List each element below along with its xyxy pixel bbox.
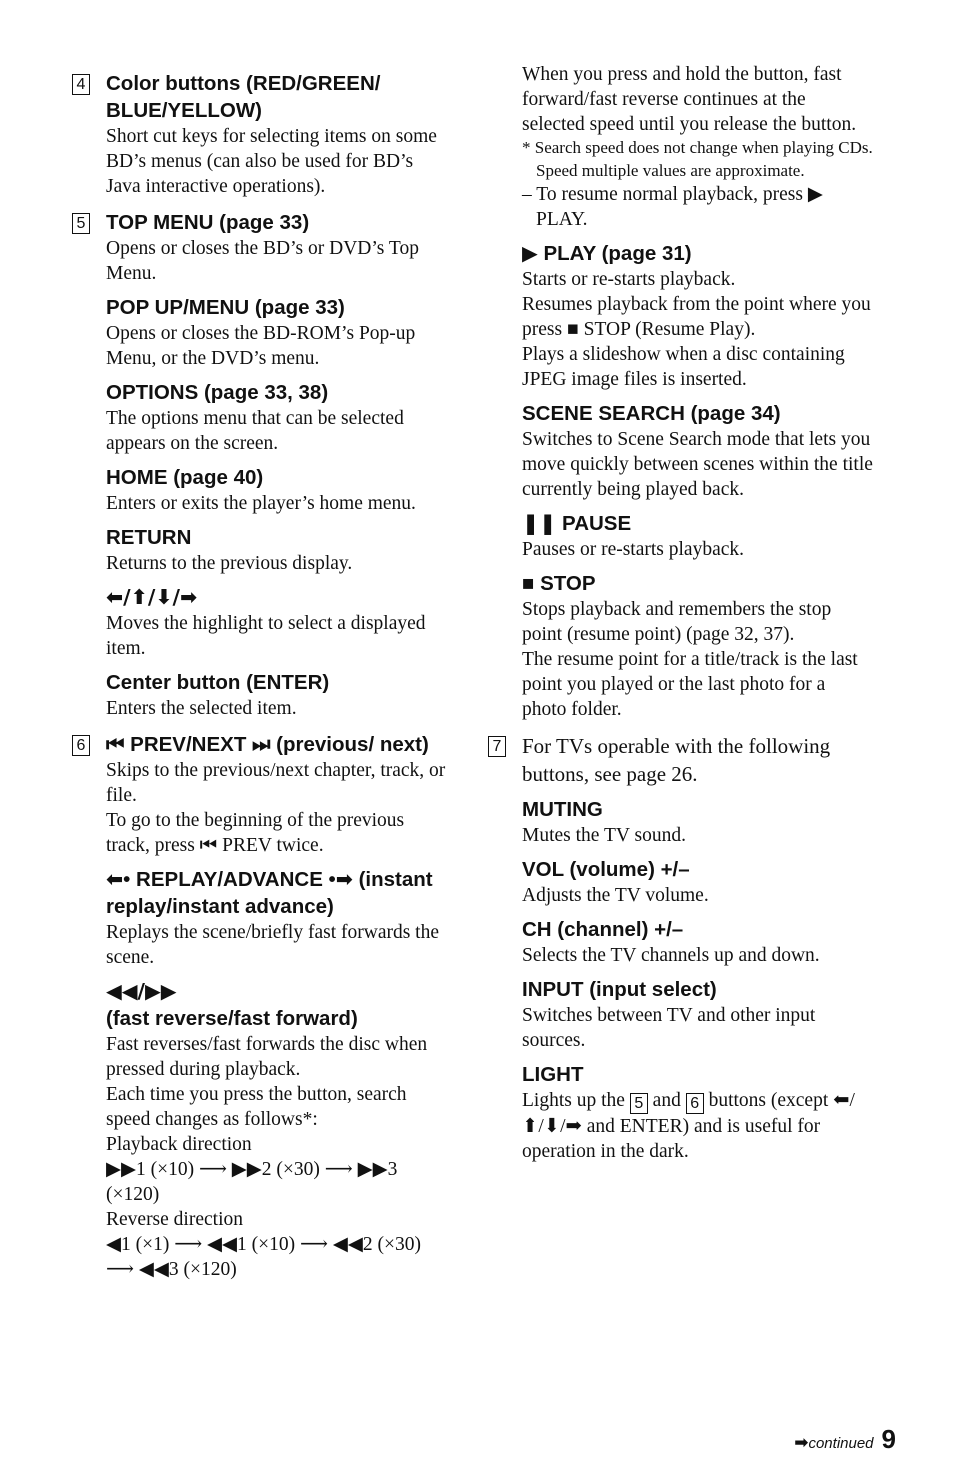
scene-search-desc: Switches to Scene Search mode that lets you move quickly between scenes within the title currently being played back. [522, 429, 873, 500]
pause-desc: Pauses or re-starts playback. [522, 539, 745, 560]
color-buttons-desc: Short cut keys for selecting items on some BD’s menus (can also be used for BD’s Java interactive operations). [106, 126, 437, 197]
volume-heading: VOL (volume) +/– [522, 858, 690, 881]
top-menu-heading: TOP MENU (page 33) [106, 211, 310, 234]
hold-button-desc: When you press and hold the button, fast forward/fast reverse continues at the selected speed until you release the button. [522, 64, 857, 135]
item-number-6: 6 [72, 735, 90, 756]
popup-menu-desc: Opens or closes the BD-ROM’s Pop-up Menu, or the DVD’s menu. [106, 323, 416, 369]
options-desc: The options menu that can be selected appears on the screen. [106, 408, 404, 454]
top-menu-desc: Opens or closes the BD’s or DVD’s Top Menu. [106, 238, 419, 284]
options-heading: OPTIONS (page 33, 38) [106, 381, 329, 404]
color-buttons-heading: Color buttons (RED/GREEN/ BLUE/YELLOW) [106, 72, 381, 122]
home-desc: Enters or exits the player’s home menu. [106, 493, 416, 514]
inline-number-5: 5 [630, 1093, 648, 1114]
tv-buttons-intro: For TVs operable with the following buttons, see page 26. [522, 734, 831, 786]
light-desc-part-b: and [652, 1090, 681, 1111]
input-desc: Switches between TV and other input sources. [522, 1005, 816, 1051]
item-number-4: 4 [72, 74, 90, 95]
center-button-heading: Center button (ENTER) [106, 671, 330, 694]
inline-number-6: 6 [686, 1093, 704, 1114]
play-desc-1: Starts or re-starts playback. [522, 269, 736, 290]
light-heading: LIGHT [522, 1063, 584, 1086]
prev-next-desc-2: To go to the beginning of the previous track, press ⏮ PREV twice. [106, 810, 405, 856]
center-button-desc: Enters the selected item. [106, 698, 297, 719]
prev-next-heading: ⏮ PREV/NEXT ⏭ (previous/ next) [106, 733, 429, 756]
pause-heading: ❚❚ PAUSE [522, 512, 632, 535]
replay-advance-desc: Replays the scene/briefly fast forwards the scene. [106, 922, 440, 968]
footnote-approximate: Speed multiple values are approximate. [536, 160, 805, 180]
play-desc-3: Plays a slideshow when a disc containing JPEG image files is inserted. [522, 344, 845, 390]
channel-heading: CH (channel) +/– [522, 918, 684, 941]
playback-direction-label: Playback direction [106, 1134, 252, 1155]
continued-label: continued [808, 1435, 874, 1452]
muting-desc: Mutes the TV sound. [522, 825, 686, 846]
fast-reverse-forward-heading: (fast reverse/fast forward) [106, 1007, 358, 1030]
fast-desc-2: Each time you press the button, search speed changes as follows*: [106, 1084, 407, 1130]
home-heading: HOME (page 40) [106, 466, 264, 489]
playback-direction-sequence: ▶▶1 (×10) ⟶ ▶▶2 (×30) ⟶ ▶▶3 (×120) [106, 1159, 398, 1205]
light-desc [522, 1088, 873, 1164]
item-4 [72, 70, 452, 199]
popup-menu-heading: POP UP/MENU (page 33) [106, 296, 345, 319]
replay-advance-heading: ⬅• REPLAY/ADVANCE •➡ (instant replay/instant advance) [106, 868, 433, 918]
arrow-keys-desc: Moves the highlight to select a displayed item. [106, 613, 426, 659]
channel-desc: Selects the TV channels up and down. [522, 945, 820, 966]
return-heading: RETURN [106, 526, 192, 549]
reverse-direction-label: Reverse direction [106, 1209, 243, 1230]
play-heading: ▶ PLAY (page 31) [522, 242, 692, 265]
item-number-5: 5 [72, 213, 90, 234]
stop-desc-2: The resume point for a title/track is the last point you played or the last photo for a photo folder. [522, 649, 858, 720]
fast-desc-1: Fast reverses/fast forwards the disc when pressed during playback. [106, 1034, 428, 1080]
item-7 [488, 732, 873, 1164]
scene-search-heading: SCENE SEARCH (page 34) [522, 402, 781, 425]
resume-normal-note: – To resume normal playback, press ▶ PLAY. [522, 184, 823, 230]
left-column [72, 62, 452, 1282]
right-column [488, 62, 873, 1164]
light-desc-part-c: buttons (except ⬅/⬆/⬇/➡ and ENTER) and is useful for operation in the dark. [522, 1090, 855, 1162]
fast-reverse-forward-icons: ◀◀/▶▶ [106, 979, 177, 1003]
item-5 [72, 209, 452, 721]
footnote-search-speed: * Search speed does not change when playing CDs. [522, 138, 873, 157]
item-number-7: 7 [488, 736, 506, 757]
item-6-continued [488, 62, 873, 722]
page-number: 9 [881, 1424, 896, 1454]
input-heading: INPUT (input select) [522, 978, 717, 1001]
stop-desc-1: Stops playback and remembers the stop point (resume point) (page 32, 37). [522, 599, 832, 645]
item-6 [72, 731, 452, 1282]
play-desc-2: Resumes playback from the point where you press ■ STOP (Resume Play). [522, 294, 871, 340]
reverse-direction-sequence: ◀1 (×1) ⟶ ◀◀1 (×10) ⟶ ◀◀2 (×30) ⟶ ◀◀3 (×120) [106, 1234, 421, 1280]
continued-arrow-icon: ➡ [794, 1433, 809, 1452]
stop-heading: ■ STOP [522, 572, 596, 595]
muting-heading: MUTING [522, 798, 603, 821]
page-footer [794, 1424, 896, 1455]
prev-next-desc-1: Skips to the previous/next chapter, track, or file. [106, 760, 446, 806]
light-desc-part-a: Lights up the [522, 1090, 625, 1111]
arrow-keys-heading: ⬅/⬆/⬇/➡ [106, 585, 198, 609]
return-desc: Returns to the previous display. [106, 553, 353, 574]
volume-desc: Adjusts the TV volume. [522, 885, 709, 906]
